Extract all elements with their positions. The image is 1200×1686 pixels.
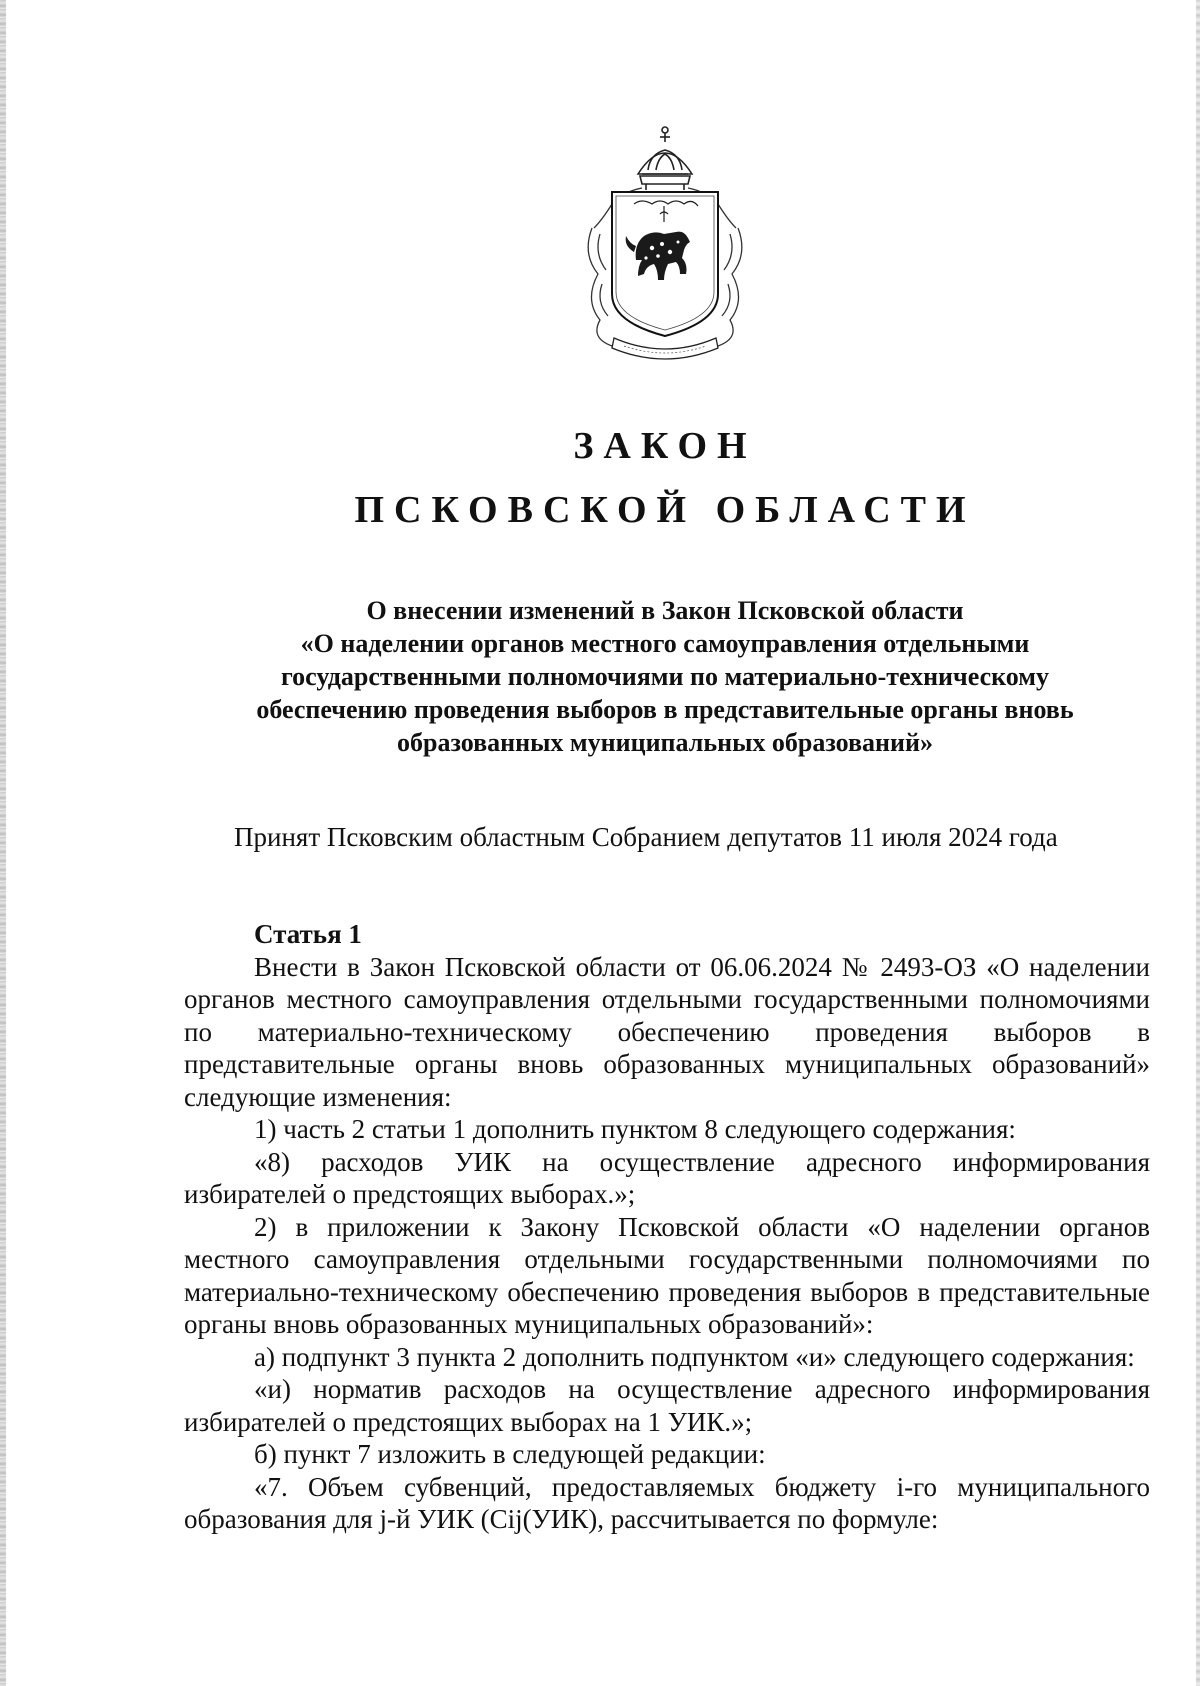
article-paragraph: б) пункт 7 изложить в следующей редакции: <box>254 1439 766 1469</box>
adoption-line: Принят Псковским областным Собранием депутатов 11 июля 2024 года <box>234 822 1058 852</box>
subject-line: образованных муниципальных образований» <box>397 728 933 757</box>
article-paragraph: 1) часть 2 статьи 1 дополнить пунктом 8 следующего содержания: <box>254 1114 1016 1144</box>
article-paragraph: «8) расходов УИК на осуществление адресного информирования избирателей о предстоящих выборах.»; <box>184 1146 1150 1209</box>
law-title: ЗАКОН <box>573 425 757 467</box>
article-paragraph: «7. Объем субвенций, предоставляемых бюджету i-го муниципального образования для j-й УИК (Cij(УИК), рассчитывается по формуле: <box>184 1471 1150 1534</box>
article-body <box>184 918 1150 1536</box>
subject-line: «О наделении органов местного самоуправления отдельными <box>300 629 1030 658</box>
coat-of-arms-icon <box>572 124 758 368</box>
law-subject <box>200 594 1130 759</box>
scan-edge-right <box>1196 0 1200 1686</box>
article-paragraph: а) подпункт 3 пункта 2 дополнить подпунктом «и» следующего содержания: <box>254 1341 1135 1372</box>
article-paragraph: Внести в Закон Псковской области от 06.06.2024 № 2493-ОЗ «О наделении органов местного самоуправления отдельными государственными полномочиями по материально-техническому обеспечению проведения выборов в представительные органы вновь образованных муниципальных образований» следующие изменения: <box>184 951 1150 1112</box>
article-heading: Статья 1 <box>254 919 362 949</box>
subject-line: О внесении изменений в Закон Псковской области <box>366 596 964 625</box>
article-paragraph: 2) в приложении к Закону Псковской области «О наделении органов местного самоуправления отдельными государственными полномочиями по материально-техническому обеспечению проведения выборов в представительные органы вновь образованных муниципальных образований»: <box>184 1211 1150 1339</box>
subject-line: государственными полномочиями по материально-техническому <box>281 662 1049 691</box>
scan-edge-left <box>0 0 6 1686</box>
article-paragraph: «и) норматив расходов на осуществление адресного информирования избирателей о предстоящих выборах на 1 УИК.»; <box>184 1374 1150 1437</box>
law-region-title: ПСКОВСКОЙ ОБЛАСТИ <box>354 489 976 531</box>
subject-line: обеспечению проведения выборов в представительные органы вновь <box>256 695 1074 724</box>
